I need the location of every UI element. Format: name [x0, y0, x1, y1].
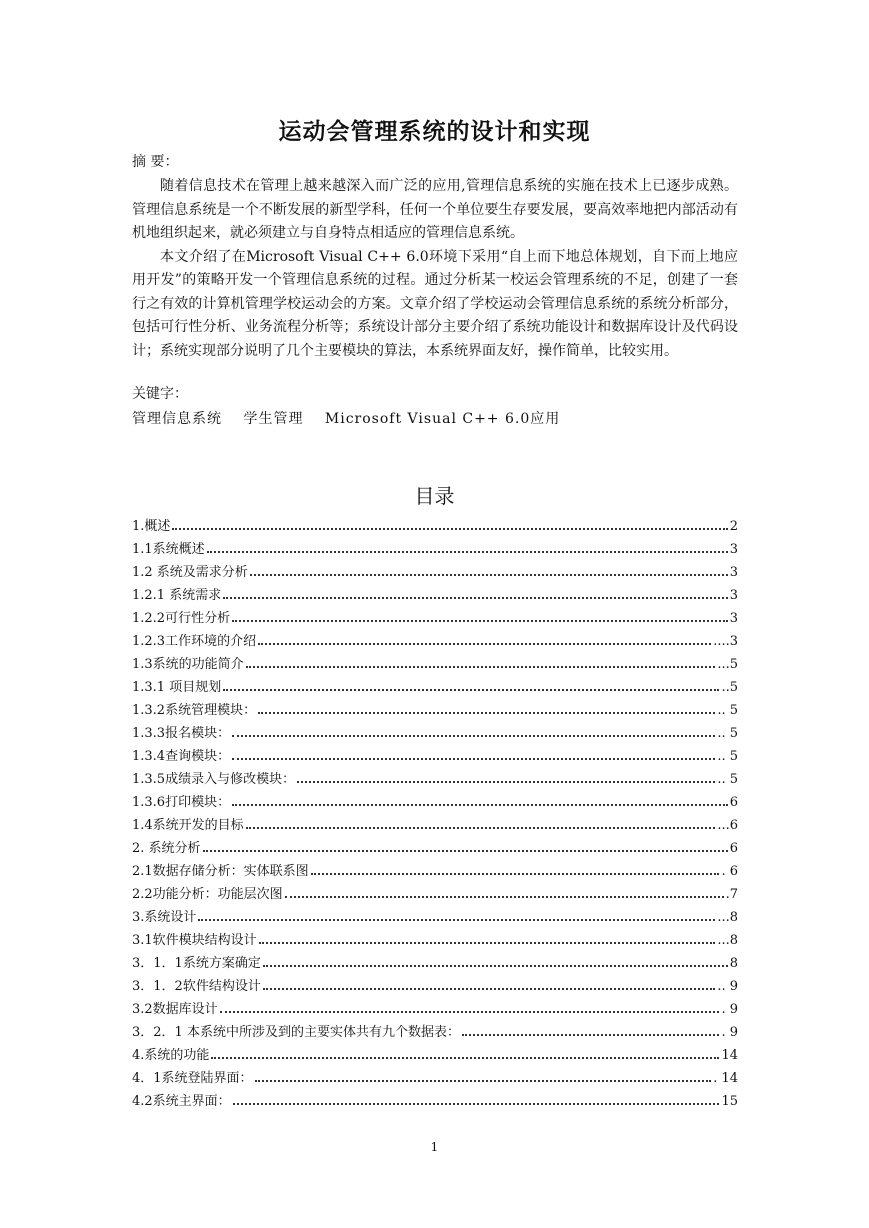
toc-leader-dots — [259, 942, 716, 944]
toc-leader-dots — [198, 919, 715, 921]
toc-entry[interactable] — [132, 515, 738, 538]
toc-entry-page: .. 5 — [717, 772, 738, 787]
toc-entry[interactable] — [132, 722, 738, 745]
toc-leader-dots — [246, 666, 716, 668]
toc-entry-page: ...5 — [717, 657, 738, 672]
toc-leader-dots — [223, 689, 719, 691]
toc-leader-dots — [246, 827, 716, 829]
toc-leader-dots — [297, 781, 715, 783]
toc-leader-dots — [255, 1080, 712, 1082]
toc-entry-text: 3．1．2软件结构设计 — [132, 979, 261, 994]
toc-entry[interactable] — [132, 1021, 738, 1044]
toc-entry-page: . 14 — [713, 1071, 738, 1086]
toc-entry[interactable] — [132, 998, 738, 1021]
table-of-contents — [132, 515, 738, 1113]
toc-entry-page: . 6 — [721, 864, 738, 879]
toc-entry-text: 3.1软件模块结构设计 — [132, 933, 257, 948]
abstract-paragraph: 随着信息技术在管理上越来越深入而广泛的应用,管理信息系统的实施在技术上已逐步成熟。管理信息系统是一个不断发展的新型学科，任何一个单位要生存要发展，要高效率地把内部活动有机地组织起来，就必须建立与自身特点相适应的管理信息系统。 — [132, 178, 738, 241]
toc-entry-page: 6 — [729, 795, 738, 810]
toc-leader-dots — [223, 597, 728, 599]
toc-leader-dots — [232, 735, 715, 737]
toc-entry-text: 1.3.5成绩录入与修改模块： — [132, 772, 296, 787]
toc-entry-page: 3 — [729, 565, 738, 580]
toc-entry-page: .7 — [725, 887, 738, 902]
toc-entry[interactable] — [132, 699, 738, 722]
toc-leader-dots — [172, 528, 727, 530]
toc-entry-page: .. 5 — [717, 726, 738, 741]
toc-entry-text: 3．1．1系统方案确定 — [132, 956, 261, 971]
toc-entry[interactable] — [132, 860, 738, 883]
toc-entry[interactable] — [132, 975, 738, 998]
keyword: 管理信息系统 — [132, 411, 222, 427]
document-title: 运动会管理系统的设计和实现 — [278, 119, 591, 145]
toc-entry[interactable] — [132, 584, 738, 607]
toc-entry[interactable] — [132, 561, 738, 584]
keyword: Microsoft Visual C++ 6.0应用 — [324, 411, 561, 427]
toc-leader-dots — [207, 551, 728, 553]
toc-entry-text: 1.3.2系统管理模块： — [132, 703, 257, 718]
toc-entry[interactable] — [132, 745, 738, 768]
toc-entry-page: ..5 — [721, 680, 738, 695]
keywords-label: 关键字： — [132, 386, 188, 402]
toc-entry[interactable] — [132, 929, 738, 952]
toc-leader-dots — [285, 896, 724, 898]
toc-entry-text: 1.1系统概述 — [132, 542, 205, 557]
toc-leader-dots — [232, 804, 728, 806]
toc-entry[interactable] — [132, 538, 738, 561]
toc-leader-dots — [250, 574, 728, 576]
toc-entry[interactable] — [132, 791, 738, 814]
toc-entry[interactable] — [132, 1044, 738, 1067]
toc-leader-dots — [220, 1011, 720, 1013]
toc-entry-page: 2 — [729, 519, 738, 534]
abstract-body — [132, 175, 738, 363]
toc-entry-text: 1.2 系统及需求分析 — [132, 565, 248, 580]
toc-entry-page: 3 — [729, 542, 738, 557]
abstract-paragraph: 本文介绍了在Microsoft Visual C++ 6.0环境下采用“自上而下地总体规划，自下而上地应用开发”的策略开发一个管理信息系统的过程。通过分析某一校运会管理系统的不足，创建了一套行之有效的计算机管理学校运动会的方案。文章介绍了学校运动会管理信息系统的系统分析部分，包括可行性分析、业务流程分析等；系统设计部分主要介绍了系统功能设计和数据库设计及代码设计；系统实现部分说明了几个主要模块的算法，本系统界面友好，操作简单，比较实用。 — [132, 248, 738, 359]
toc-entry[interactable] — [132, 837, 738, 860]
toc-leader-dots — [462, 1034, 720, 1036]
toc-entry-page: ...6 — [717, 818, 738, 833]
toc-entry[interactable] — [132, 952, 738, 975]
toc-entry-page: .. 9 — [717, 979, 738, 994]
toc-entry-text: 1.2.3工作环境的介绍 — [132, 634, 257, 649]
toc-entry-text: 1.2.2可行性分析 — [132, 611, 231, 626]
toc-entry-text: 2.2功能分析：功能层次图 — [132, 887, 283, 902]
toc-entry-page: ....3 — [713, 634, 738, 649]
toc-leader-dots — [233, 1103, 720, 1105]
toc-leader-dots — [263, 988, 716, 990]
toc-entry[interactable] — [132, 768, 738, 791]
toc-entry-text: 1.4系统开发的目标 — [132, 818, 244, 833]
toc-entry-text: 1.3.1 项目规划 — [132, 680, 222, 695]
toc-leader-dots — [311, 873, 720, 875]
toc-entry[interactable] — [132, 906, 738, 929]
keywords-line — [132, 408, 576, 428]
toc-entry-page: . 9 — [721, 1002, 738, 1017]
toc-entry-page: 15 — [721, 1094, 738, 1109]
toc-entry-page: . 9 — [721, 1025, 738, 1040]
toc-entry-text: 1.3.6打印模块： — [132, 795, 231, 810]
toc-leader-dots — [203, 850, 728, 852]
toc-leader-dots — [263, 965, 728, 967]
toc-entry[interactable] — [132, 1067, 738, 1090]
toc-entry-text: 3.2数据库设计 — [132, 1002, 218, 1017]
toc-entry-text: 3．2．1 本系统中所涉及到的主要实体共有九个数据表： — [132, 1025, 460, 1040]
toc-entry-text: 1.3.4查询模块： — [132, 749, 231, 764]
toc-entry-page: ...8 — [717, 910, 738, 925]
toc-entry-page: 14 — [721, 1048, 738, 1063]
toc-entry[interactable] — [132, 653, 738, 676]
toc-entry-text: 1.2.1 系统需求 — [132, 588, 222, 603]
toc-leader-dots — [211, 1057, 719, 1059]
toc-entry-text: 2. 系统分析 — [132, 841, 201, 856]
toc-entry-page: 6 — [729, 841, 738, 856]
toc-entry-text: 2.1数据存储分析：实体联系图 — [132, 864, 309, 879]
toc-entry-page: 3 — [729, 611, 738, 626]
toc-entry-page: .. 5 — [717, 703, 738, 718]
toc-entry[interactable] — [132, 1090, 738, 1113]
toc-entry[interactable] — [132, 883, 738, 906]
toc-entry[interactable] — [132, 676, 738, 699]
toc-entry-text: 4．1系统登陆界面： — [132, 1071, 253, 1086]
toc-leader-dots — [258, 643, 711, 645]
toc-entry-text: 4.系统的功能 — [132, 1048, 210, 1063]
toc-entry-text: 1.3.3报名模块： — [132, 726, 231, 741]
keyword: 学生管理 — [243, 411, 304, 427]
toc-title: 目录 — [414, 484, 455, 508]
toc-leader-dots — [232, 620, 728, 622]
toc-entry[interactable] — [132, 630, 738, 653]
toc-entry-page: ...8 — [717, 933, 738, 948]
toc-entry-text: 4.2系统主界面： — [132, 1094, 231, 1109]
toc-entry-text: 3.系统设计 — [132, 910, 197, 925]
abstract-label: 摘 要： — [132, 154, 179, 170]
page-number: 1 — [430, 1140, 439, 1154]
toc-entry[interactable] — [132, 814, 738, 837]
toc-entry-text: 1.3系统的功能简介 — [132, 657, 244, 672]
toc-entry-page: .. 5 — [717, 749, 738, 764]
toc-entry-page: 3 — [729, 588, 738, 603]
toc-entry[interactable] — [132, 607, 738, 630]
toc-entry-text: 1.概述 — [132, 519, 171, 534]
toc-leader-dots — [258, 712, 715, 714]
toc-leader-dots — [232, 758, 715, 760]
toc-entry-page: 8 — [729, 956, 738, 971]
